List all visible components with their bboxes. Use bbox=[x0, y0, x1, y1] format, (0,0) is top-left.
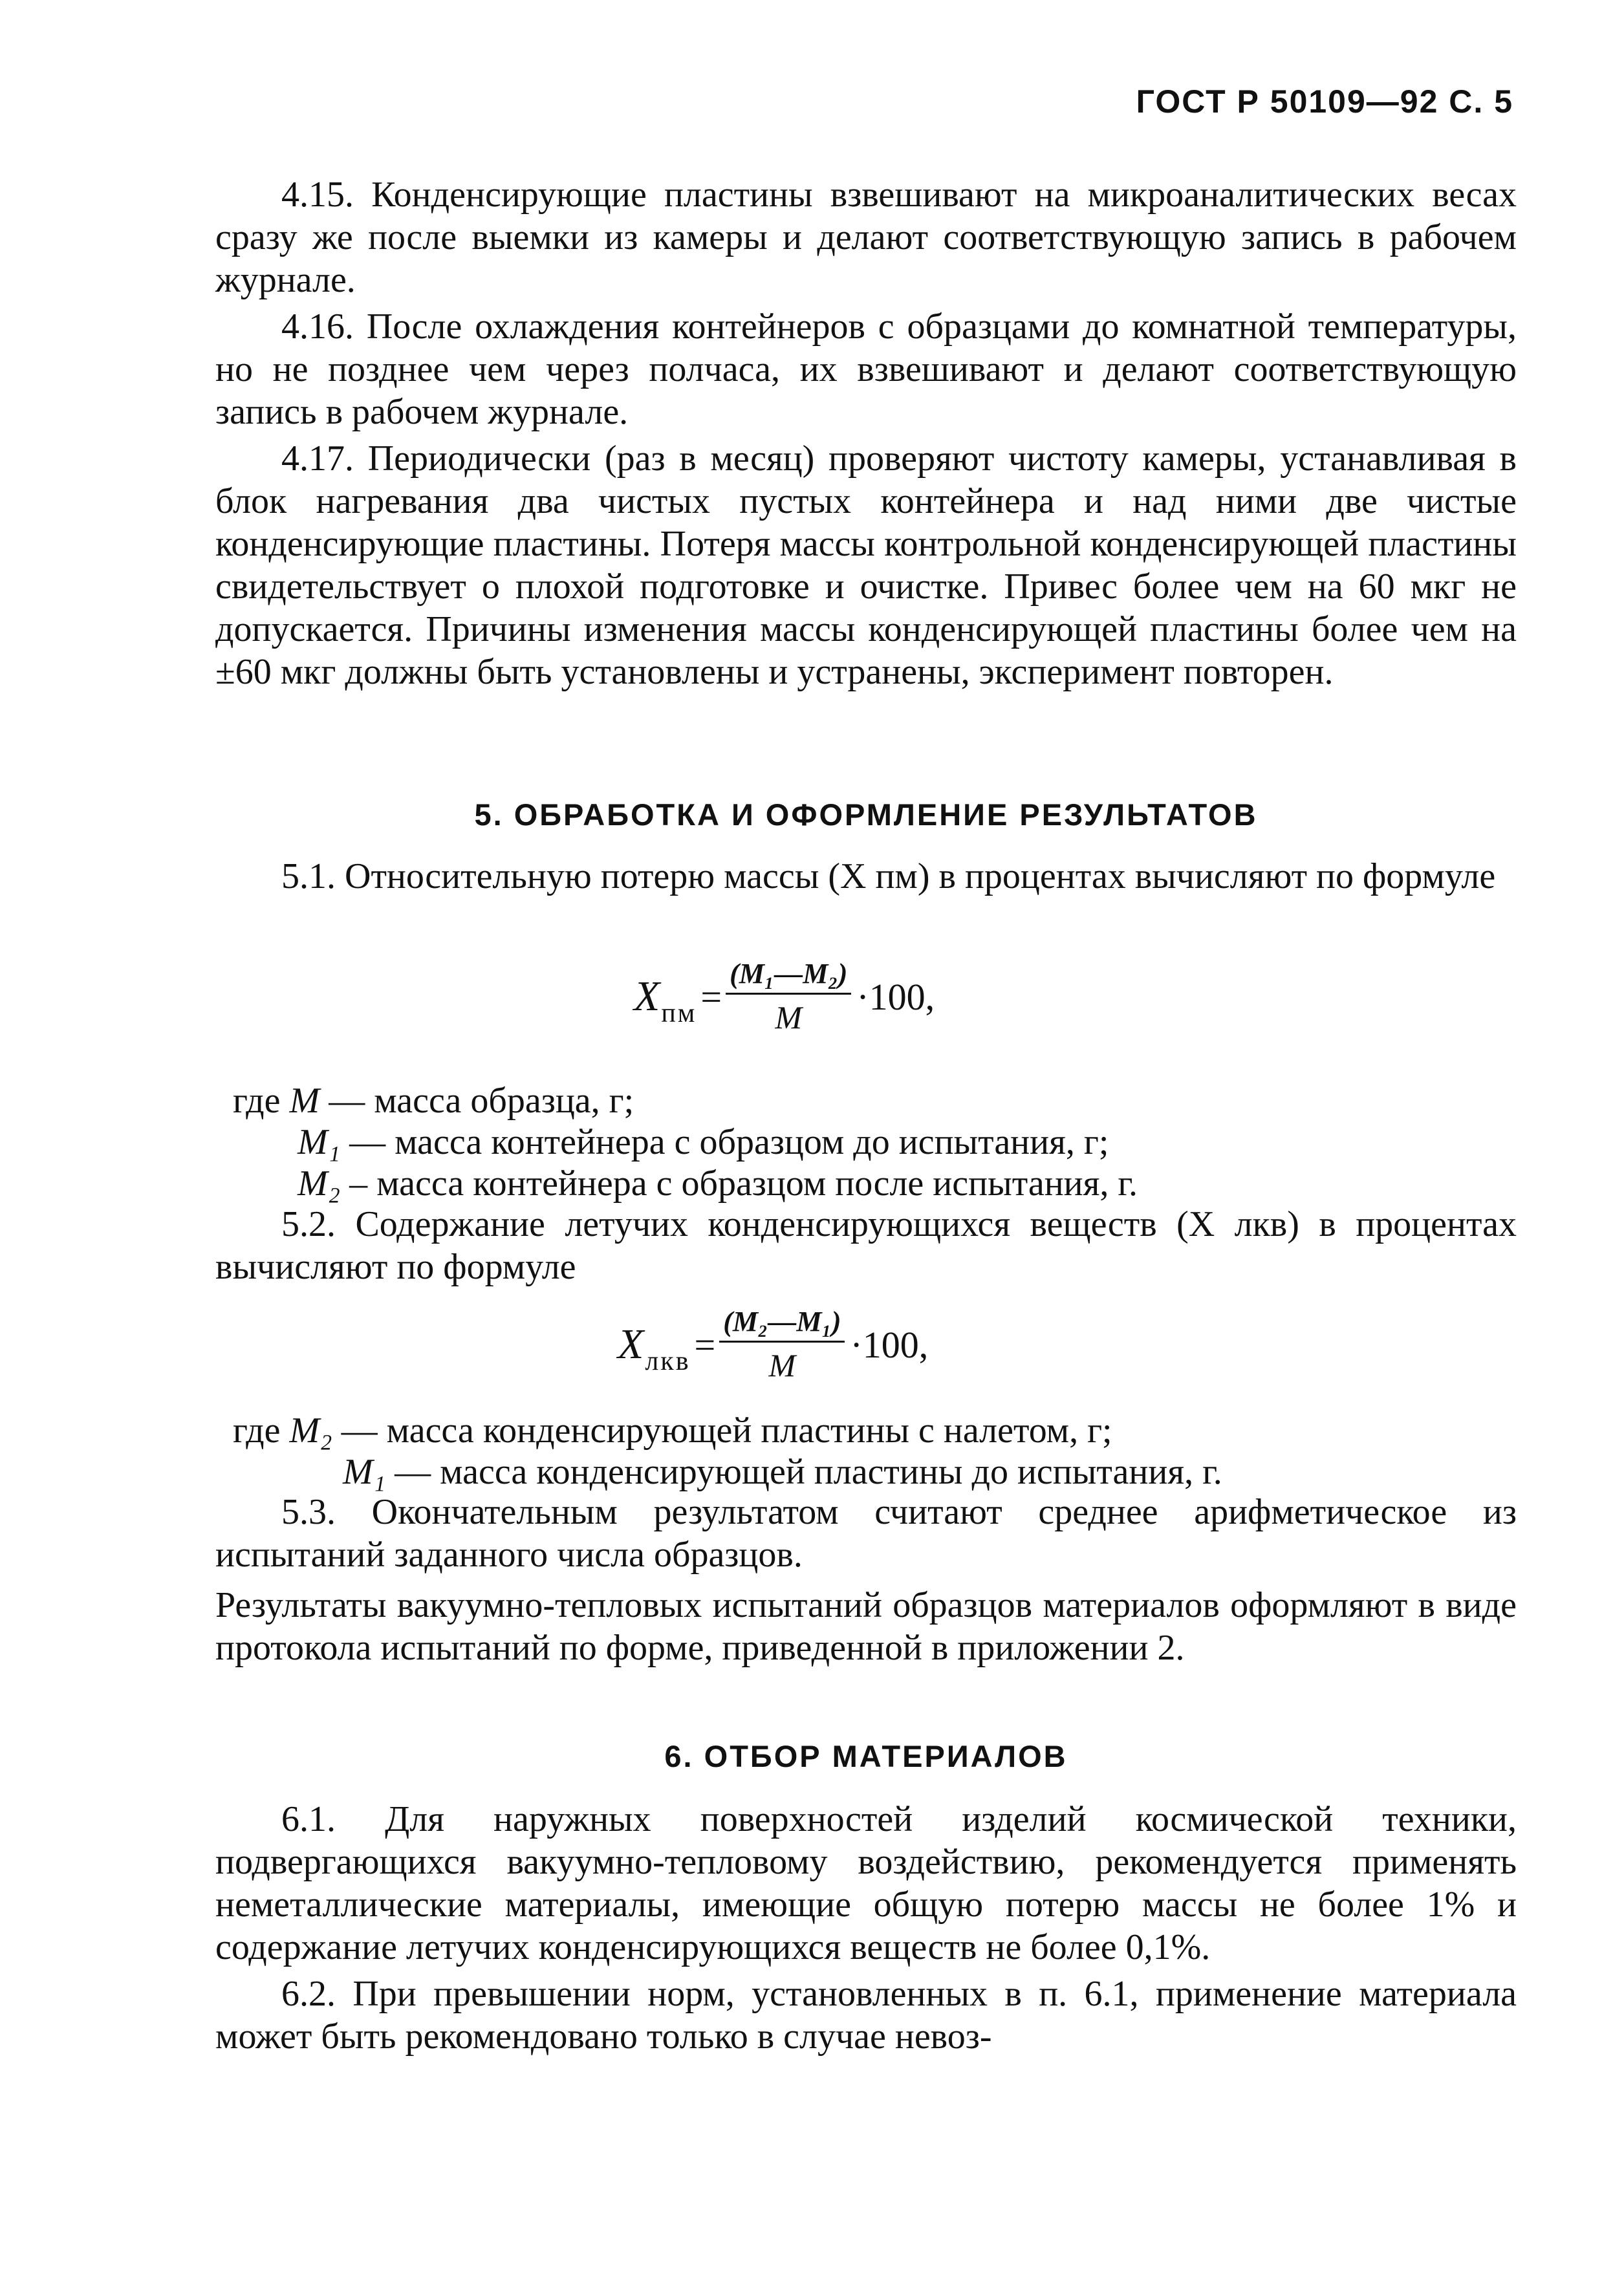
definition-text: — масса контейнера с образцом до испытания, г; bbox=[340, 1122, 1109, 1162]
definition-text: — масса образца, г; bbox=[319, 1081, 634, 1121]
definition-symbol: M₂ bbox=[298, 1163, 341, 1204]
paragraph-results: Результаты вакуумно-тепловых испытаний образцов материалов оформляют в виде протокола испытаний по форме, приведенной в приложении 2. bbox=[215, 1585, 1517, 1668]
formula-2-numerator: (M₂—M₁) bbox=[719, 1305, 845, 1343]
section-5-heading: 5. ОБРАБОТКА И ОФОРМЛЕНИЕ РЕЗУЛЬТАТОВ bbox=[474, 797, 1258, 832]
definition-text: — масса конденсирующей пластины до испытания, г. bbox=[385, 1452, 1222, 1492]
paragraph-5-2-block bbox=[215, 1203, 1517, 1292]
definition-prefix: где bbox=[233, 1081, 290, 1121]
section-4-text bbox=[215, 173, 1517, 697]
formula-1-numerator: (M₁—M₂) bbox=[726, 957, 851, 995]
formula-mass-loss bbox=[634, 957, 935, 1036]
definition-row bbox=[233, 1163, 1138, 1204]
formula-1-multiplier: ·100, bbox=[856, 975, 935, 1018]
definition-prefix: где bbox=[233, 1411, 290, 1451]
formula-1-denominator: M bbox=[775, 999, 803, 1035]
definition-symbol: M₁ bbox=[298, 1122, 341, 1162]
formula-2-subscript: лкв bbox=[645, 1346, 691, 1376]
paragraph-6-1: 6.1. Для наружных поверхностей изделий космической техники, подвергающихся вакуумно-тепловому воздействию, рекомендуется применять неметаллические материалы, имеющие общую потерю массы не более 1% и содержание летучих конденсирующихся веществ не более 0,1%. bbox=[215, 1799, 1517, 1967]
definition-symbol: M₁ bbox=[343, 1452, 386, 1492]
paragraph-5-1: 5.1. Относительную потерю массы (Х пм) в процентах вычисляют по формуле bbox=[281, 856, 1496, 896]
formula-1-subscript: пм bbox=[661, 999, 697, 1028]
formula-2-definitions bbox=[233, 1410, 1222, 1493]
formula-2-lhs: X bbox=[618, 1321, 644, 1368]
paragraph-4-16: 4.16. После охлаждения контейнеров с образцами до комнатной температуры, но не позднее чем через полчаса, их взвешивают и делают соответствующую запись в рабочем журнале. bbox=[215, 307, 1517, 432]
formula-1-lhs: X bbox=[634, 973, 660, 1020]
formula-2-multiplier: ·100, bbox=[850, 1323, 929, 1366]
paragraph-5-3-block bbox=[215, 1491, 1517, 1673]
formula-2-fraction bbox=[719, 1305, 845, 1384]
definition-row bbox=[233, 1121, 1138, 1163]
formula-2-equals: = bbox=[694, 1323, 716, 1366]
formula-1-equals: = bbox=[700, 975, 722, 1018]
paragraph-5-3: 5.3. Окончательным результатом считают среднее арифметическое из испытаний заданного числа образцов. bbox=[215, 1492, 1517, 1575]
formula-volatile-content bbox=[618, 1305, 928, 1384]
definition-symbol: M₂ bbox=[289, 1411, 332, 1451]
definition-text: – масса контейнера с образцом после испытания, г. bbox=[340, 1163, 1138, 1204]
definition-row bbox=[233, 1410, 1222, 1451]
paragraph-4-15: 4.15. Конденсирующие пластины взвешивают на микроаналитических весах сразу же после выемки из камеры и делают соответствующую запись в рабочем журнале. bbox=[215, 175, 1517, 300]
definition-row bbox=[233, 1080, 1138, 1121]
section-6-text bbox=[215, 1798, 1517, 2062]
formula-1-fraction bbox=[726, 957, 851, 1036]
paragraph-6-2: 6.2. При превышении норм, установленных в п. 6.1, применение материала может быть рекомендовано только в случае невоз- bbox=[215, 1974, 1517, 2057]
paragraph-5-2: 5.2. Содержание летучих конденсирующихся веществ (Х лкв) в процентах вычисляют по формуле bbox=[215, 1204, 1517, 1287]
definition-row bbox=[233, 1451, 1222, 1493]
formula-2-denominator: M bbox=[768, 1347, 796, 1383]
section-6-heading: 6. ОТБОР МАТЕРИАЛОВ bbox=[664, 1739, 1068, 1773]
paragraph-4-17: 4.17. Периодически (раз в месяц) проверяют чистоту камеры, устанавливая в блок нагревания два чистых пустых контейнера и над ними две чистые конденсирующие пластины. Потеря массы контрольной конденсирующей пластины свидетельствует о плохой подготовке и очистке. Привес более чем на 60 мкг не допускается. Причины изменения массы конденсирующей пластины более чем на ±60 мкг должны быть установлены и устранены, эксперимент повторен. bbox=[215, 438, 1517, 692]
page-header: ГОСТ Р 50109—92 С. 5 bbox=[1136, 83, 1513, 120]
definition-text: — масса конденсирующей пластины с налетом, г; bbox=[332, 1411, 1112, 1451]
definition-symbol: M bbox=[289, 1081, 320, 1121]
formula-1-definitions bbox=[233, 1080, 1138, 1204]
paragraph-5-1-block bbox=[215, 855, 1517, 902]
